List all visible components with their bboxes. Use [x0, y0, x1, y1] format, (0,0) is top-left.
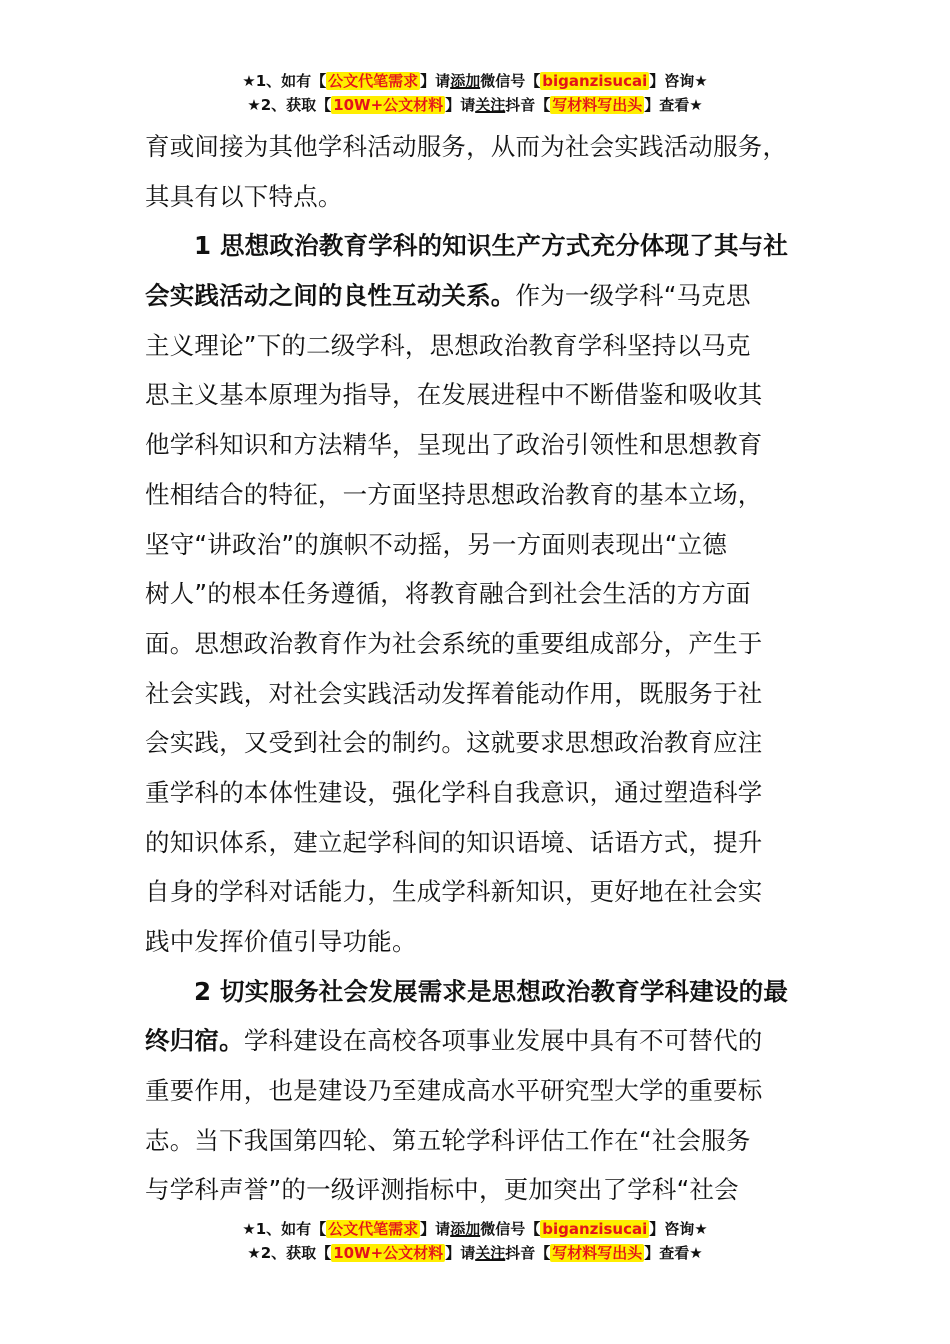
text-line — [145, 569, 810, 619]
promo-text: ★1、如有【 — [242, 1220, 327, 1238]
promo-banner-top — [0, 70, 950, 118]
bold-heading-text: 2 切实服务社会发展需求是思想政治教育学科建设的最 — [194, 976, 789, 1006]
promo-text: 】请 — [420, 72, 451, 90]
promo-text: ★2、获取【 — [247, 1244, 332, 1262]
promo-highlight: 公文代笔需求 — [328, 72, 419, 90]
promo-text: 】查看★ — [644, 1244, 703, 1262]
promo-text: 】咨询★ — [649, 72, 708, 90]
text-line — [145, 718, 810, 768]
text-line — [145, 619, 810, 669]
text-line — [145, 470, 810, 520]
body-text: 其具有以下特点。 — [145, 181, 343, 211]
body-text: 主义理论”下的二级学科，思想政治教育学科坚持以马克 — [145, 330, 751, 360]
body-text: 树人”的根本任务遵循，将教育融合到社会生活的方方面 — [145, 579, 751, 609]
body-text: 自身的学科对话能力，生成学科新知识，更好地在社会实 — [145, 877, 763, 907]
body-text: 重学科的本体性建设，强化学科自我意识，通过塑造科学 — [145, 777, 763, 807]
promo-line-1 — [0, 70, 950, 94]
body-text: 性相结合的特征，一方面坚持思想政治教育的基本立场， — [145, 479, 763, 509]
text-line — [145, 122, 810, 172]
promo-highlight: biganzisucai — [542, 72, 648, 90]
promo-text: 】咨询★ — [649, 1220, 708, 1238]
bold-heading-text: 1 思想政治教育学科的知识生产方式充分体现了其与社 — [194, 231, 789, 261]
body-text: 学科建设在高校各项事业发展中具有不可替代的 — [243, 1026, 763, 1056]
text-line — [145, 818, 810, 868]
text-line — [145, 967, 810, 1017]
promo-underlined: 关注 — [475, 1244, 506, 1262]
promo-highlight: 写材料写出头 — [552, 1244, 643, 1262]
text-line — [145, 520, 810, 570]
promo-highlight: biganzisucai — [542, 1220, 648, 1238]
text-line — [145, 917, 810, 967]
promo-text: 】查看★ — [644, 96, 703, 114]
body-text: 会实践，又受到社会的制约。这就要求思想政治教育应注 — [145, 728, 763, 758]
promo-highlight: 公文代笔需求 — [328, 1220, 419, 1238]
document-body — [145, 122, 810, 1215]
text-line — [145, 370, 810, 420]
text-line — [145, 867, 810, 917]
text-line — [145, 669, 810, 719]
promo-highlight: 10W+公文材料 — [333, 1244, 444, 1262]
text-line — [145, 1016, 810, 1066]
text-line — [145, 172, 810, 222]
promo-underlined: 关注 — [475, 96, 506, 114]
bold-heading-text: 终归宿。 — [145, 1026, 244, 1056]
text-line — [145, 271, 810, 321]
text-line — [145, 768, 810, 818]
body-text: 的知识体系，建立起学科间的知识语境、话语方式，提升 — [145, 827, 763, 857]
promo-banner-bottom — [0, 1218, 950, 1266]
body-text: 坚守“讲政治”的旗帜不动摇，另一方面则表现出“立德 — [145, 529, 728, 559]
bold-heading-text: 会实践活动之间的良性互动关系。 — [145, 281, 516, 311]
body-text: 重要作用，也是建设乃至建成高水平研究型大学的重要标 — [145, 1076, 763, 1106]
promo-text: 微信号【 — [480, 72, 541, 90]
body-text: 与学科声誉”的一级评测指标中，更加突出了学科“社会 — [145, 1175, 739, 1205]
promo-highlight: 10W+公文材料 — [333, 96, 444, 114]
promo-text: 微信号【 — [480, 1220, 541, 1238]
promo-text: ★1、如有【 — [242, 72, 327, 90]
body-text: 作为一级学科“马克思 — [515, 281, 751, 311]
promo-text: 抖音【 — [505, 96, 551, 114]
promo-line-2 — [0, 94, 950, 118]
body-text: 育或间接为其他学科活动服务，从而为社会实践活动服务， — [145, 132, 788, 161]
promo-underlined: 添加 — [450, 1220, 481, 1238]
promo-text: 抖音【 — [505, 1244, 551, 1262]
promo-text: 】请 — [445, 96, 476, 114]
promo-line-2 — [0, 1242, 950, 1266]
body-text: 他学科知识和方法精华，呈现出了政治引领性和思想教育 — [145, 430, 763, 460]
promo-text: 】请 — [420, 1220, 451, 1238]
text-line — [145, 321, 810, 371]
text-line — [145, 1066, 810, 1116]
text-line — [145, 420, 810, 470]
text-line — [145, 221, 810, 271]
promo-highlight: 写材料写出头 — [552, 96, 643, 114]
body-text: 思主义基本原理为指导，在发展进程中不断借鉴和吸收其 — [145, 380, 763, 410]
promo-text: 】请 — [445, 1244, 476, 1262]
promo-underlined: 添加 — [450, 72, 481, 90]
text-line — [145, 1116, 810, 1166]
body-text: 志。当下我国第四轮、第五轮学科评估工作在“社会服务 — [145, 1125, 751, 1155]
promo-line-1 — [0, 1218, 950, 1242]
promo-text: ★2、获取【 — [247, 96, 332, 114]
text-line — [145, 1165, 810, 1215]
body-text: 践中发挥价值引导功能。 — [145, 927, 417, 956]
body-text: 社会实践，对社会实践活动发挥着能动作用，既服务于社 — [145, 678, 763, 708]
body-text: 面。思想政治教育作为社会系统的重要组成部分，产生于 — [145, 628, 763, 658]
